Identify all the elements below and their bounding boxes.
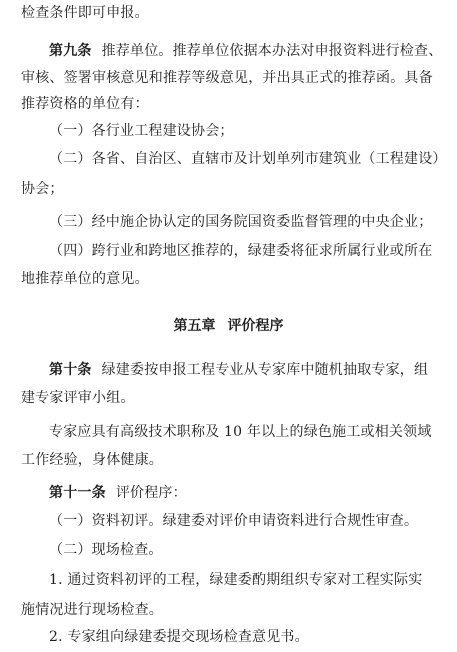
article-10-paragraph	[49, 361, 457, 379]
article-9-text: 推荐单位。推荐单位依据本办法对申报资料进行检查、	[101, 43, 443, 59]
list-item: 1. 通过资料初评的工程，绿建委酌期组织专家对工程实际实	[49, 572, 423, 588]
article-10-text: 绿建委按申报工程专业从专家库中随机抽取专家，组	[101, 362, 429, 378]
text-line: 推荐资格的单位有：	[21, 96, 149, 112]
text-line: 工作经验，身体健康。	[21, 452, 163, 468]
article-10-title: 第十条	[49, 362, 92, 378]
text-line: 审核、签署审核意见和推荐等级意见，并出具正式的推荐函。具备	[21, 70, 433, 86]
list-item: （一）资料初评。绿建委对评价申请资料进行合规性审查。	[49, 513, 419, 529]
text-line: 地推荐单位的意见。	[21, 271, 149, 287]
list-item: （四）跨行业和跨地区推荐的，绿建委将征求所属行业或所在	[49, 243, 433, 259]
chapter-number: 第五章	[173, 318, 216, 334]
text-line: 专家应具有高级技术职称及 10 年以上的绿色施工或相关领域	[49, 424, 432, 440]
article-11-paragraph	[49, 484, 457, 502]
list-item: （二）各省、自治区、直辖市及计划单列市建筑业（工程建设）	[49, 151, 447, 167]
text-line: 施情况进行现场检查。	[21, 602, 163, 618]
chapter-heading	[0, 317, 457, 335]
list-item: （二）现场检查。	[49, 542, 163, 558]
text-line: 检查条件即可申报。	[21, 5, 149, 21]
list-item: 2. 专家组向绿建委提交现场检查意见书。	[49, 629, 309, 645]
list-item: （一）各行业工程建设协会；	[49, 123, 234, 139]
article-9-paragraph	[49, 42, 457, 60]
chapter-title: 评价程序	[227, 318, 284, 334]
list-item: （三）经中施企协认定的国务院国资委监督管理的中央企业；	[49, 214, 433, 230]
text-line: 协会；	[21, 181, 64, 197]
article-9-title: 第九条	[49, 43, 92, 59]
article-11-title: 第十一条	[49, 485, 106, 501]
article-11-text: 评价程序：	[115, 485, 187, 501]
text-line: 建专家评审小组。	[21, 390, 135, 406]
